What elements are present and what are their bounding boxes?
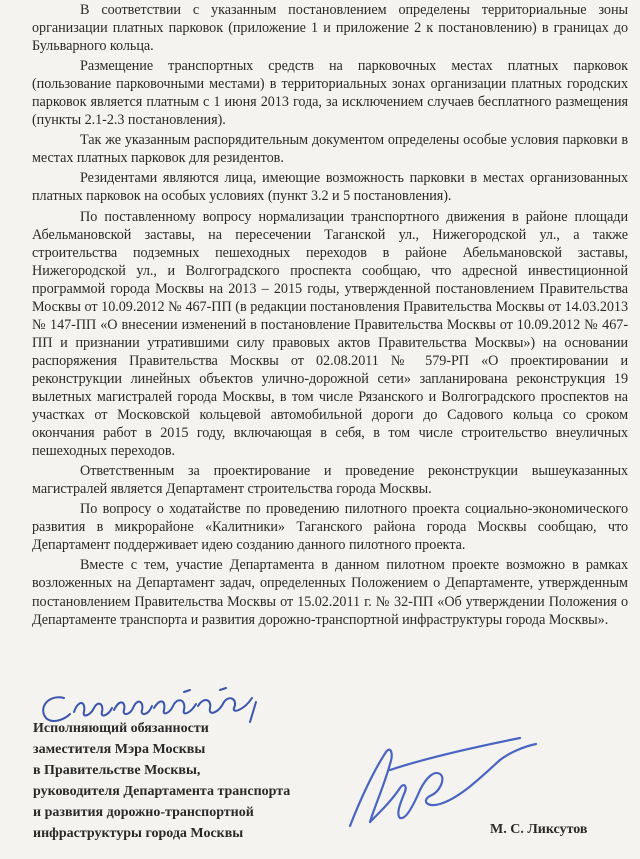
signer-position-line: и развития дорожно-транспортной bbox=[33, 805, 254, 820]
paragraph-pilot-project: По вопросу о ходатайстве по проведению пилотного проекта социально-экономического развития в микрорайоне «Калитники» Таганского района города Москвы сообщаю, что Департамент поддерживает идею созданию данного пилотного проекта. bbox=[32, 501, 628, 554]
signer-position-line: Исполняющий обязанности bbox=[33, 721, 209, 736]
signer-name: М. С. Ликсутов bbox=[490, 822, 588, 837]
paragraph-residents-definition: Резидентами являются лица, имеющие возможность парковки в местах организованных платных парковок на особых условиях (пункт 3.2 и 5 постановления). bbox=[32, 170, 628, 205]
paragraph-reconstruction: По поставленному вопросу нормализации транспортного движения в районе площади Абельмановской заставы, на пересечении Таганской ул., Нижегородской ул., а также строительства подземных пешеходных переходов в районе Абельмановской заставы, Нижегородской ул., и Волгоградского проспекта сообщаю, что адресной инвестиционной программой города Москвы на 2013 – 2015 годы, утвержденной постановлением Правительства Москвы от 10.09.2012 № 467-ПП (в редакции постановления Правительства Москвы от 14.03.2013 № 147-ПП «О внесении изменений в постановление Правительства Москвы от 10.09.2012 № 467-ПП и признании утратившими силу правовых актов Правительства Москвы») на основании распоряжения Правительства Москвы от 02.08.2011 № 579-РП «О проектировании и реконструкции линейных объектов улично-дорожной сети» запланирована реконструкция 19 вылетных магистралей города Москвы, в том числе Рязанского и Волгоградского проспектов на участках от Московской кольцевой автомобильной дороги до Садового кольца со сроком окончания работ в 2015 году, включающая в себя, в том числе строительство внеуличных пешеходных переходов. bbox=[32, 208, 628, 460]
signature-block bbox=[33, 718, 633, 858]
paragraph-department-role: Вместе с тем, участие Департамента в данном пилотном проекте возможно в рамках возложенных на Департамент задач, определенных Положением о Департаменте, утвержденным постановлением Правительства Москвы от 15.02.2011 г. № 32-ПП «Об утверждении Положения о Департаменте транспорта и развития дорожно-транспортной инфраструктуры города Москвы». bbox=[32, 557, 628, 628]
letter-body bbox=[32, 0, 628, 629]
paragraph-residents-conditions: Так же указанным распорядительным документом определены особые условия парковки в местах платных парковок для резидентов. bbox=[32, 132, 628, 167]
signer-position bbox=[33, 718, 290, 844]
signer-position-line: заместителя Мэра Москвы bbox=[33, 742, 206, 757]
paragraph-zones: В соответствии с указанным постановлением определены территориальные зоны организации платных парковок (приложение 1 и приложение 2 к постановлению) в границах до Бульварного кольца. bbox=[32, 2, 628, 55]
signer-position-line: в Правительстве Москвы, bbox=[33, 763, 201, 778]
paragraph-responsible-department: Ответственным за проектирование и проведение реконструкции вышеуказанных магистралей является Департамент строительства города Москвы. bbox=[32, 463, 628, 498]
paragraph-paid-parking: Размещение транспортных средств на парковочных местах платных парковок (пользование парковочными местами) в территориальных зонах организации платных городских парковок является платным с 1 июня 2013 года, за исключением случаев бесплатного размещения (пункты 2.1-2.3 постановления). bbox=[32, 58, 628, 129]
signer-position-line: руководителя Департамента транспорта bbox=[33, 784, 291, 799]
signer-position-line: инфраструктуры города Москвы bbox=[33, 826, 244, 841]
